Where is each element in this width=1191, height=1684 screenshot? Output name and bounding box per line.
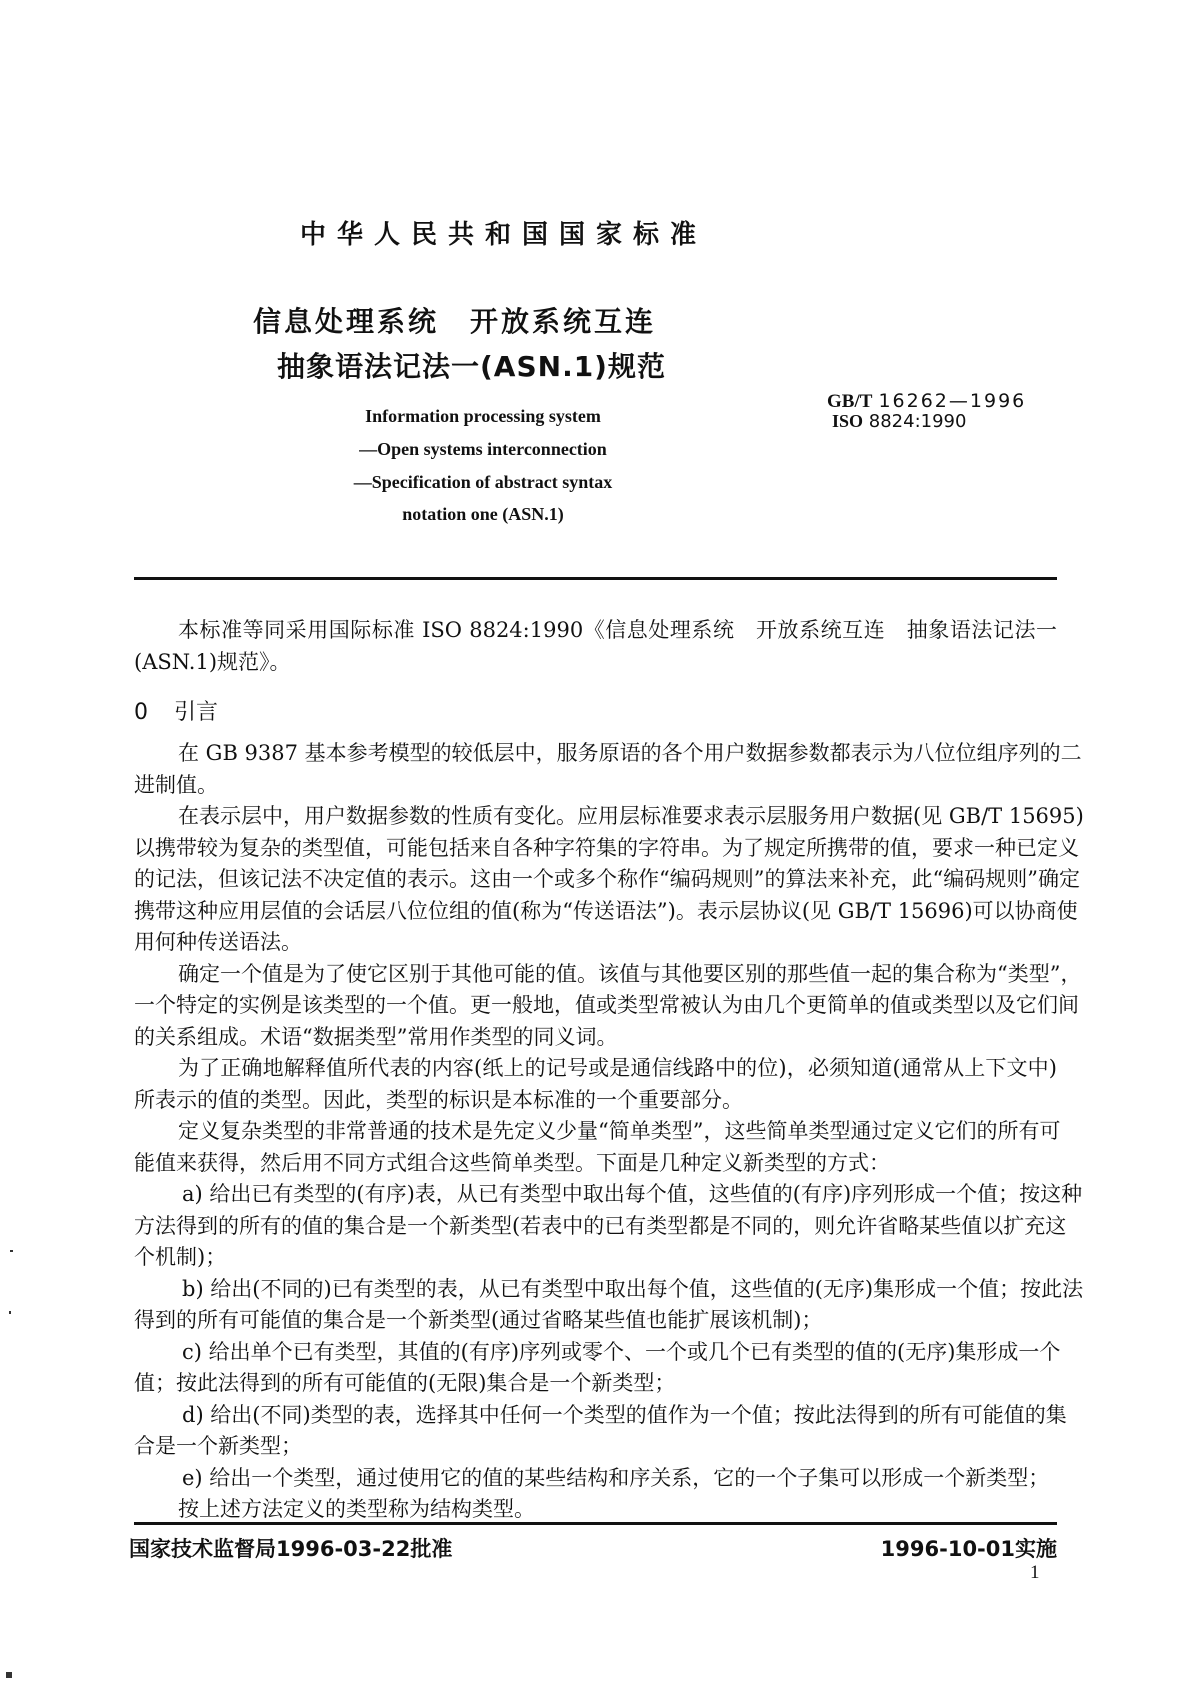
title-english-line: —Open systems interconnection [359, 439, 607, 459]
text-line: c) 给出单个已有类型，其值的(有序)序列或零个、一个或几个已有类型的值的(无序)集形成一个 [182, 1339, 1061, 1364]
footer-divider [134, 1522, 1057, 1525]
text-line: 在表示层中，用户数据参数的性质有变化。应用层标准要求表示层服务用户数据(见 GB/T 15695) [178, 804, 1084, 828]
text-line: a) 给出已有类型的(有序)表，从已有类型中取出每个值，这些值的(有序)序列形成一个值；按这种 [182, 1182, 1083, 1206]
text-line: 合是一个新类型； [134, 1434, 302, 1458]
text-line: 进制值。 [134, 772, 218, 797]
text-line: 按上述方法定义的类型称为结构类型。 [178, 1497, 535, 1521]
page-number: 1 [1030, 1562, 1040, 1583]
text-line: b) 给出(不同的)已有类型的表，从已有类型中取出每个值，这些值的(无序)集形成一个值；按此法 [182, 1276, 1084, 1301]
text-line: 本标准等同采用国际标准 ISO 8824:1990《信息处理系统 开放系统互连 抽象语法记法一 [178, 618, 1057, 642]
effective-date: 1996-10-01实施 [880, 1537, 1057, 1561]
text-line: 所表示的值的类型。因此，类型的标识是本标准的一个重要部分。 [134, 1087, 743, 1112]
section-number: 0 [134, 700, 148, 725]
text-line: 在 GB 9387 基本参考模型的较低层中，服务原语的各个用户数据参数都表示为八位位组序列的二 [178, 741, 1082, 765]
text-line: 值；按此法得到的所有可能值的(无限)集合是一个新类型； [134, 1371, 676, 1395]
text-line: 为了正确地解释值所代表的内容(纸上的记号或是通信线路中的位)，必须知道(通常从上下文中) [178, 1056, 1057, 1080]
section-title: 引言 [174, 700, 219, 725]
text-line: d) 给出(不同)类型的表，选择其中任何一个类型的值作为一个值；按此法得到的所有可能值的集 [182, 1402, 1067, 1427]
title-english-line: —Specification of abstract syntax [353, 472, 613, 492]
text-line: 的关系组成。术语“数据类型”常用作类型的同义词。 [134, 1024, 618, 1049]
scan-speck [9, 1311, 11, 1314]
text-line: 确定一个值是为了使它区别于其他可能的值。该值与其他要区别的那些值一起的集合称为“类型”， [178, 961, 1082, 986]
code-prefix: GB/T [827, 391, 873, 412]
iso-prefix: ISO [832, 411, 864, 431]
text-line: 得到的所有可能值的集合是一个新类型(通过省略某些值也能扩展该机制)； [134, 1308, 823, 1332]
title-english-line: notation one (ASN.1) [402, 504, 564, 524]
iso-number: 8824:1990 [868, 411, 967, 432]
approval-date: 国家技术监督局1996-03-22批准 [129, 1537, 453, 1561]
title-chinese-line1: 信息处理系统 开放系统互连 [253, 305, 657, 338]
text-line: 的记法，但该记法不决定值的表示。这由一个或多个称作“编码规则”的算法来补充，此“编码规则”确定 [134, 867, 1080, 891]
text-line: 以携带较为复杂的类型值，可能包括来自各种字符集的字符串。为了规定所携带的值，要求一种已定义 [134, 835, 1079, 860]
title-english-line: Information processing system [365, 406, 601, 426]
standard-code [827, 390, 1026, 413]
section-heading [134, 695, 218, 726]
text-line: 携带这种应用层值的会话层八位位组的值(称为“传送语法”)。表示层协议(见 GB/T 15696)可以协商使 [134, 898, 1078, 923]
text-line: 能值来获得，然后用不同方式组合这些简单类型。下面是几种定义新类型的方式： [134, 1150, 890, 1175]
text-line: 方法得到的所有的值的集合是一个新类型(若表中的已有类型都是不同的，则允许省略某些值以扩充这 [134, 1213, 1067, 1238]
text-line: 一个特定的实例是该类型的一个值。更一般地，值或类型常被认为由几个更简单的值或类型以及它们间 [134, 993, 1079, 1017]
code-number: 16262—1996 [878, 390, 1027, 412]
standard-type-heading: 中华人民共和国国家标准 [300, 220, 708, 250]
scan-speck [6, 1672, 12, 1678]
iso-code [832, 411, 966, 432]
scan-speck [10, 1250, 13, 1252]
top-divider [134, 577, 1057, 580]
text-line: 个机制)； [134, 1245, 227, 1269]
text-line: (ASN.1)规范》。 [134, 650, 291, 674]
text-line: e) 给出一个类型，通过使用它的值的某些结构和序关系，它的一个子集可以形成一个新类型； [182, 1465, 1050, 1490]
title-chinese-line2: 抽象语法记法一(ASN.1)规范 [277, 350, 666, 383]
text-line: 用何种传送语法。 [134, 930, 302, 954]
text-line: 定义复杂类型的非常普通的技术是先定义少量“简单类型”，这些简单类型通过定义它们的所有可 [178, 1119, 1061, 1143]
